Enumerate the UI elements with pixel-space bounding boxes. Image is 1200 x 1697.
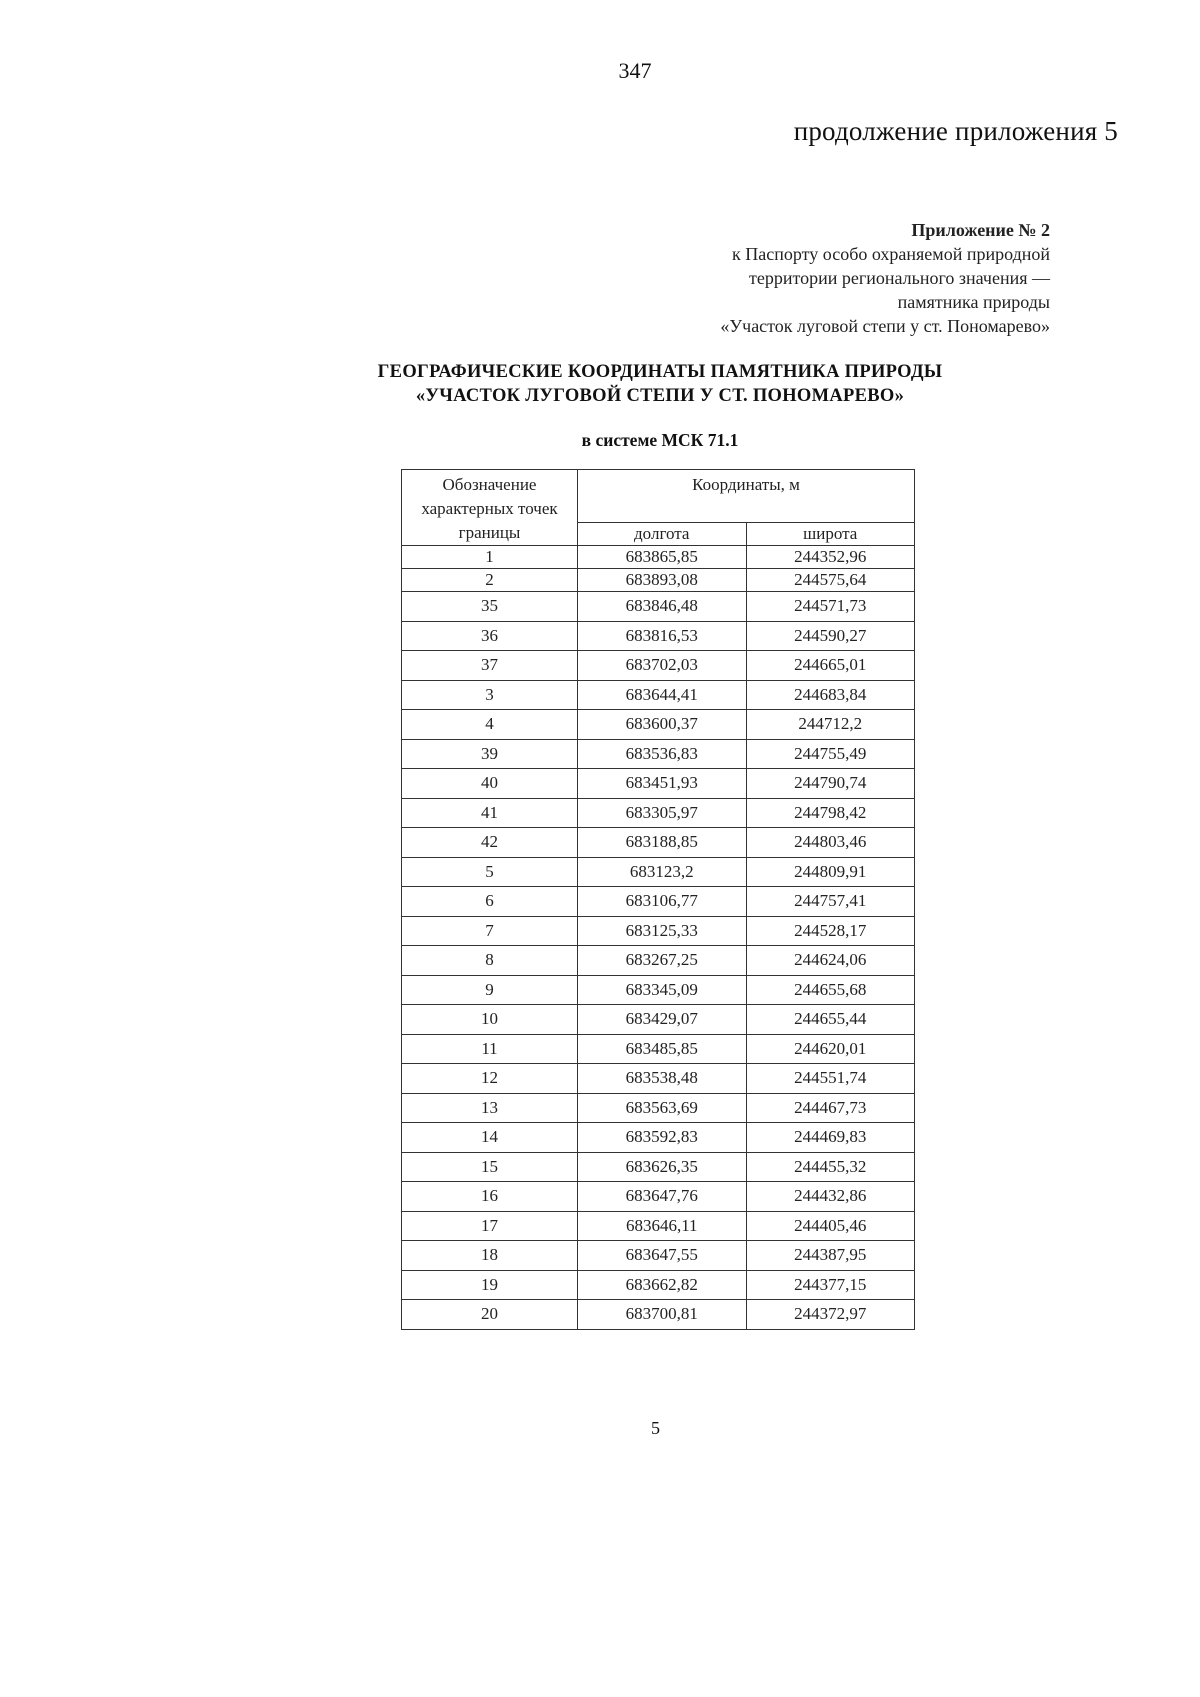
table-row xyxy=(402,1300,915,1330)
coordinates-table xyxy=(401,469,915,1330)
longitude-cell: 683700,81 xyxy=(578,1300,747,1330)
table-row xyxy=(402,680,915,710)
point-number-cell: 14 xyxy=(402,1123,578,1153)
latitude-cell: 244655,68 xyxy=(746,975,915,1005)
latitude-cell: 244590,27 xyxy=(746,621,915,651)
point-number-cell: 9 xyxy=(402,975,578,1005)
header-designation: Обозначение характерных точек границы xyxy=(402,470,578,546)
longitude-cell: 683538,48 xyxy=(578,1064,747,1094)
longitude-cell: 683592,83 xyxy=(578,1123,747,1153)
table-row xyxy=(402,592,915,622)
latitude-cell: 244803,46 xyxy=(746,828,915,858)
table-row xyxy=(402,798,915,828)
longitude-cell: 683485,85 xyxy=(578,1034,747,1064)
longitude-cell: 683816,53 xyxy=(578,621,747,651)
latitude-cell: 244352,96 xyxy=(746,546,915,569)
point-number-cell: 8 xyxy=(402,946,578,976)
longitude-cell: 683345,09 xyxy=(578,975,747,1005)
latitude-cell: 244757,41 xyxy=(746,887,915,917)
latitude-cell: 244665,01 xyxy=(746,651,915,681)
table-row xyxy=(402,946,915,976)
point-number-cell: 11 xyxy=(402,1034,578,1064)
table-row xyxy=(402,569,915,592)
latitude-cell: 244624,06 xyxy=(746,946,915,976)
longitude-cell: 683846,48 xyxy=(578,592,747,622)
latitude-cell: 244467,73 xyxy=(746,1093,915,1123)
latitude-cell: 244432,86 xyxy=(746,1182,915,1212)
latitude-cell: 244575,64 xyxy=(746,569,915,592)
latitude-cell: 244405,46 xyxy=(746,1211,915,1241)
document-title-line2: «УЧАСТОК ЛУГОВОЙ СТЕПИ У СТ. ПОНОМАРЕВО» xyxy=(415,386,905,406)
table-row xyxy=(402,1034,915,1064)
longitude-cell: 683644,41 xyxy=(578,680,747,710)
page-number: 347 xyxy=(618,58,652,83)
point-number-cell: 42 xyxy=(402,828,578,858)
document-title-line1: ГЕОГРАФИЧЕСКИЕ КООРДИНАТЫ ПАМЯТНИКА ПРИРОДЫ xyxy=(377,362,943,382)
point-number-cell: 12 xyxy=(402,1064,578,1094)
table-row xyxy=(402,1123,915,1153)
point-number-cell: 16 xyxy=(402,1182,578,1212)
point-number-cell: 20 xyxy=(402,1300,578,1330)
longitude-cell: 683702,03 xyxy=(578,651,747,681)
table-row xyxy=(402,651,915,681)
longitude-cell: 683106,77 xyxy=(578,887,747,917)
document-title xyxy=(250,360,1070,408)
table-row xyxy=(402,828,915,858)
longitude-cell: 683865,85 xyxy=(578,546,747,569)
point-number-cell: 36 xyxy=(402,621,578,651)
latitude-cell: 244620,01 xyxy=(746,1034,915,1064)
table-row xyxy=(402,975,915,1005)
longitude-cell: 683662,82 xyxy=(578,1270,747,1300)
point-number-cell: 39 xyxy=(402,739,578,769)
point-number-cell: 18 xyxy=(402,1241,578,1271)
latitude-cell: 244551,74 xyxy=(746,1064,915,1094)
latitude-cell: 244655,44 xyxy=(746,1005,915,1035)
latitude-cell: 244755,49 xyxy=(746,739,915,769)
table-row xyxy=(402,546,915,569)
point-number-cell: 4 xyxy=(402,710,578,740)
appendix-block xyxy=(530,218,1050,338)
coordinates-table-body xyxy=(402,546,915,1330)
table-row xyxy=(402,916,915,946)
table-row xyxy=(402,1241,915,1271)
latitude-cell: 244809,91 xyxy=(746,857,915,887)
longitude-cell: 683646,11 xyxy=(578,1211,747,1241)
point-number-cell: 7 xyxy=(402,916,578,946)
longitude-cell: 683647,76 xyxy=(578,1182,747,1212)
point-number-cell: 2 xyxy=(402,569,578,592)
latitude-cell: 244372,97 xyxy=(746,1300,915,1330)
latitude-cell: 244387,95 xyxy=(746,1241,915,1271)
point-number-cell: 1 xyxy=(402,546,578,569)
longitude-cell: 683267,25 xyxy=(578,946,747,976)
header-longitude: долгота xyxy=(578,522,747,545)
appendix-line: памятника природы xyxy=(897,292,1050,312)
table-row xyxy=(402,1152,915,1182)
appendix-line: к Паспорту особо охраняемой природной xyxy=(732,244,1050,264)
latitude-cell: 244798,42 xyxy=(746,798,915,828)
table-row xyxy=(402,887,915,917)
continuation-note: продолжение приложения 5 xyxy=(793,116,1118,146)
longitude-cell: 683893,08 xyxy=(578,569,747,592)
point-number-cell: 3 xyxy=(402,680,578,710)
latitude-cell: 244528,17 xyxy=(746,916,915,946)
longitude-cell: 683123,2 xyxy=(578,857,747,887)
table-row xyxy=(402,621,915,651)
latitude-cell: 244571,73 xyxy=(746,592,915,622)
table-row xyxy=(402,1270,915,1300)
footer-page-number: 5 xyxy=(651,1418,660,1438)
latitude-cell: 244712,2 xyxy=(746,710,915,740)
longitude-cell: 683600,37 xyxy=(578,710,747,740)
point-number-cell: 17 xyxy=(402,1211,578,1241)
header-latitude: широта xyxy=(746,522,915,545)
table-row xyxy=(402,1064,915,1094)
longitude-cell: 683188,85 xyxy=(578,828,747,858)
latitude-cell: 244790,74 xyxy=(746,769,915,799)
latitude-cell: 244455,32 xyxy=(746,1152,915,1182)
latitude-cell: 244469,83 xyxy=(746,1123,915,1153)
longitude-cell: 683626,35 xyxy=(578,1152,747,1182)
table-row xyxy=(402,1005,915,1035)
table-row xyxy=(402,710,915,740)
table-row xyxy=(402,1211,915,1241)
point-number-cell: 40 xyxy=(402,769,578,799)
longitude-cell: 683563,69 xyxy=(578,1093,747,1123)
longitude-cell: 683305,97 xyxy=(578,798,747,828)
longitude-cell: 683536,83 xyxy=(578,739,747,769)
point-number-cell: 37 xyxy=(402,651,578,681)
coordinate-system-subtitle: в системе МСК 71.1 xyxy=(581,430,739,450)
latitude-cell: 244377,15 xyxy=(746,1270,915,1300)
header-coordinates: Координаты, м xyxy=(578,470,915,523)
point-number-cell: 19 xyxy=(402,1270,578,1300)
table-row xyxy=(402,739,915,769)
point-number-cell: 35 xyxy=(402,592,578,622)
longitude-cell: 683647,55 xyxy=(578,1241,747,1271)
appendix-line: территории регионального значения — xyxy=(748,268,1050,288)
point-number-cell: 10 xyxy=(402,1005,578,1035)
longitude-cell: 683125,33 xyxy=(578,916,747,946)
longitude-cell: 683429,07 xyxy=(578,1005,747,1035)
point-number-cell: 15 xyxy=(402,1152,578,1182)
longitude-cell: 683451,93 xyxy=(578,769,747,799)
appendix-line: «Участок луговой степи у ст. Пономарево» xyxy=(720,316,1050,336)
table-row xyxy=(402,769,915,799)
point-number-cell: 5 xyxy=(402,857,578,887)
latitude-cell: 244683,84 xyxy=(746,680,915,710)
table-row xyxy=(402,857,915,887)
point-number-cell: 6 xyxy=(402,887,578,917)
appendix-title: Приложение № 2 xyxy=(911,220,1050,240)
point-number-cell: 13 xyxy=(402,1093,578,1123)
table-row xyxy=(402,1093,915,1123)
table-row xyxy=(402,1182,915,1212)
point-number-cell: 41 xyxy=(402,798,578,828)
